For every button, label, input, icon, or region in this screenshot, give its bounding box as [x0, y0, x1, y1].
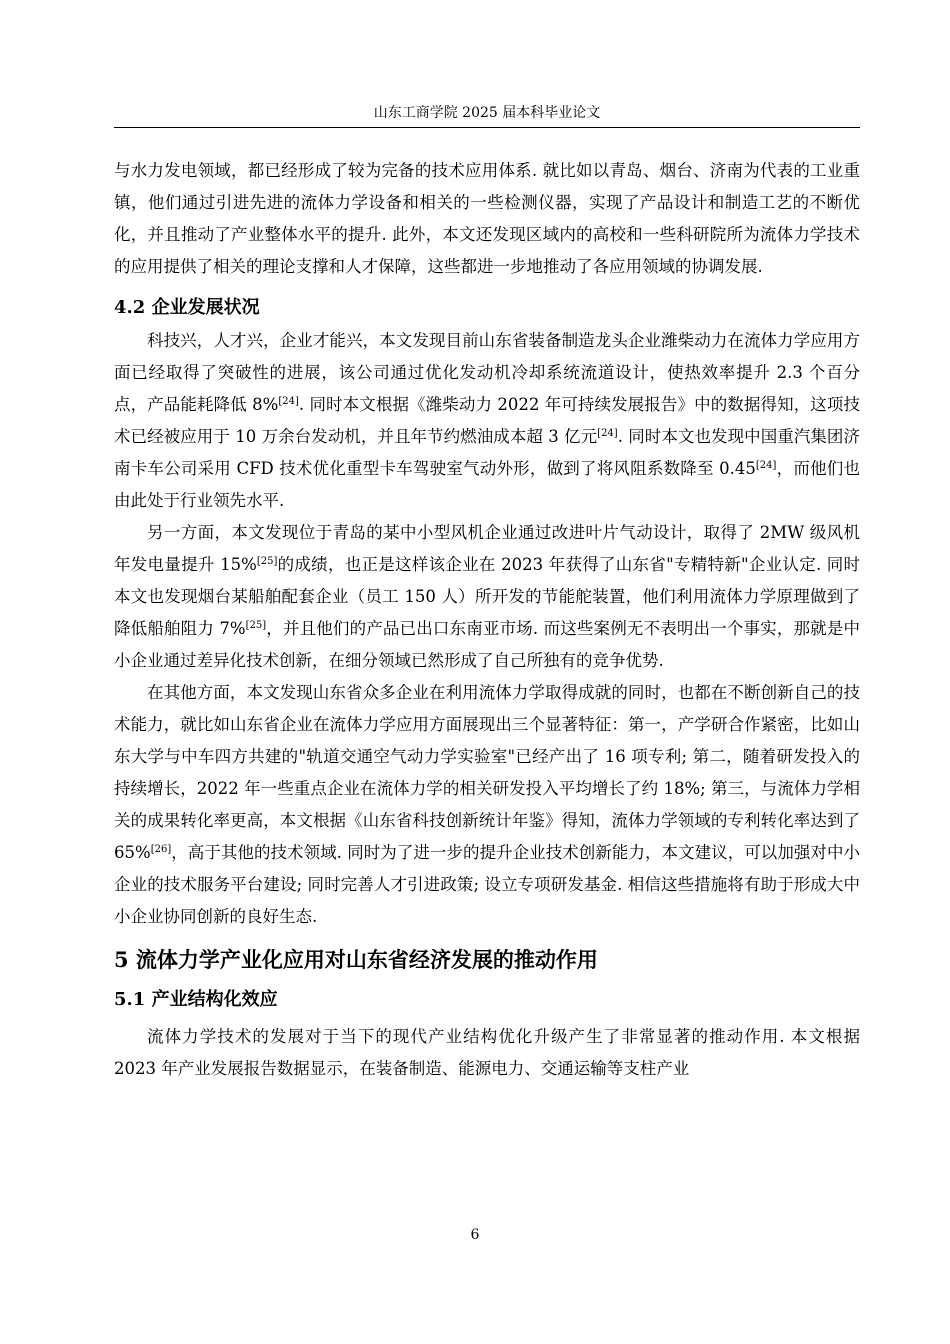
page-header: 山东工商学院 2025 届本科毕业论文	[373, 105, 601, 121]
paper-body	[114, 155, 860, 1085]
paragraph-text: 的成绩，也正是这样该企业在 2023 年获得了山东省"专精特新"企业认定. 同时本文也发现烟台某船舶配套企业（员工 150 人）所开发的节能舵装置，他们利用流体力学原理做到了降低船舶阻力 7%	[114, 555, 861, 638]
section-heading-5-1: 5.1 产业结构化效应	[114, 989, 278, 1010]
citation: [25]	[245, 620, 267, 631]
paragraph-weichai	[114, 325, 860, 517]
paragraph-innovation	[114, 677, 860, 933]
citation: [24]	[755, 460, 777, 471]
citation: [24]	[278, 396, 299, 407]
citation: [26]	[150, 844, 172, 855]
continuation-paragraph: 与水力发电领域，都已经形成了较为完备的技术应用体系. 就比如以青岛、烟台、济南为代表的工业重镇，他们通过引进先进的流体力学设备和相关的一些检测仪器，实现了产品设计和制造工艺的不断优化，并且推动了产业整体水平的提升. 此外，本文还发现区域内的高校和一些科研院所为流体力学技术的应用提供了相关的理论支撑和人才保障，这些都进一步地推动了各应用领域的协调发展.	[114, 161, 860, 276]
chapter-heading-5: 5 流体力学产业化应用对山东省经济发展的推动作用	[114, 947, 598, 972]
paragraph-structure: 流体力学技术的发展对于当下的现代产业结构优化升级产生了非常显著的推动作用. 本文根据 2023 年产业发展报告数据显示，在装备制造、能源电力、交通运输等支柱产业	[114, 1027, 860, 1078]
paragraph-text: . 同时本文根据《潍柴动力 2022 年可持续发展报告》中的数据得知，这项技术已经被应用于 10 万余台发动机，并且年节约燃油成本超 3 亿元	[114, 395, 861, 446]
section-heading-4-2: 4.2 企业发展状况	[114, 297, 260, 318]
paragraph-text: 另一方面，本文发现位于青岛的某中小型风机企业通过改进叶片气动设计，取得了 2MW 级风机年发电量提升 15%	[114, 523, 860, 574]
paragraph-sme	[114, 517, 860, 677]
paragraph-text: . 同时本文也发现中国重汽集团济南卡车公司采用 CFD 技术优化重型卡车驾驶室气动外形，做到了将风阻系数降至 0.45	[114, 427, 860, 478]
header-rule	[114, 127, 860, 128]
page-number: 6	[470, 1227, 480, 1243]
citation: [25]	[256, 556, 278, 567]
paragraph-text: ，高于其他的技术领域. 同时为了进一步的提升企业技术创新能力，本文建议，可以加强对中小企业的技术服务平台建设; 同时完善人才引进政策; 设立专项研发基金. 相信这些措施将有助于形成大中小企业协同创新的良好生态.	[114, 843, 860, 926]
paragraph-text: ，并且他们的产品已出口东南亚市场. 而这些案例无不表明出一个事实，那就是中小企业通过差异化技术创新，在细分领域已然形成了自己所独有的竞争优势.	[114, 619, 860, 670]
paragraph-text: 在其他方面，本文发现山东省众多企业在利用流体力学取得成就的同时，也都在不断创新自己的技术能力，就比如山东省企业在流体力学应用方面展现出三个显著特征：第一，产学研合作紧密，比如山东大学与中车四方共建的"轨道交通空气动力学实验室"已经产出了 16 项专利; 第二，随着研发投入的持续增长，2022 年一些重点企业在流体力学的相关研发投入平均增长了约 18%; 第三，与流体力学相关的成果转化率更高，本文根据《山东省科技创新统计年鉴》得知，流体力学领域的专利转化率达到了 65%	[114, 683, 860, 862]
citation: [24]	[597, 428, 618, 439]
paragraph-text: 科技兴，人才兴，企业才能兴，本文发现目前山东省装备制造龙头企业潍柴动力在流体力学应用方面已经取得了突破性的进展，该公司通过优化发动机冷却系统流道设计，使热效率提升 2.3 个百分点，产品能耗降低 8%	[114, 331, 860, 414]
paragraph-text: ，而他们也由此处于行业领先水平.	[114, 459, 860, 510]
